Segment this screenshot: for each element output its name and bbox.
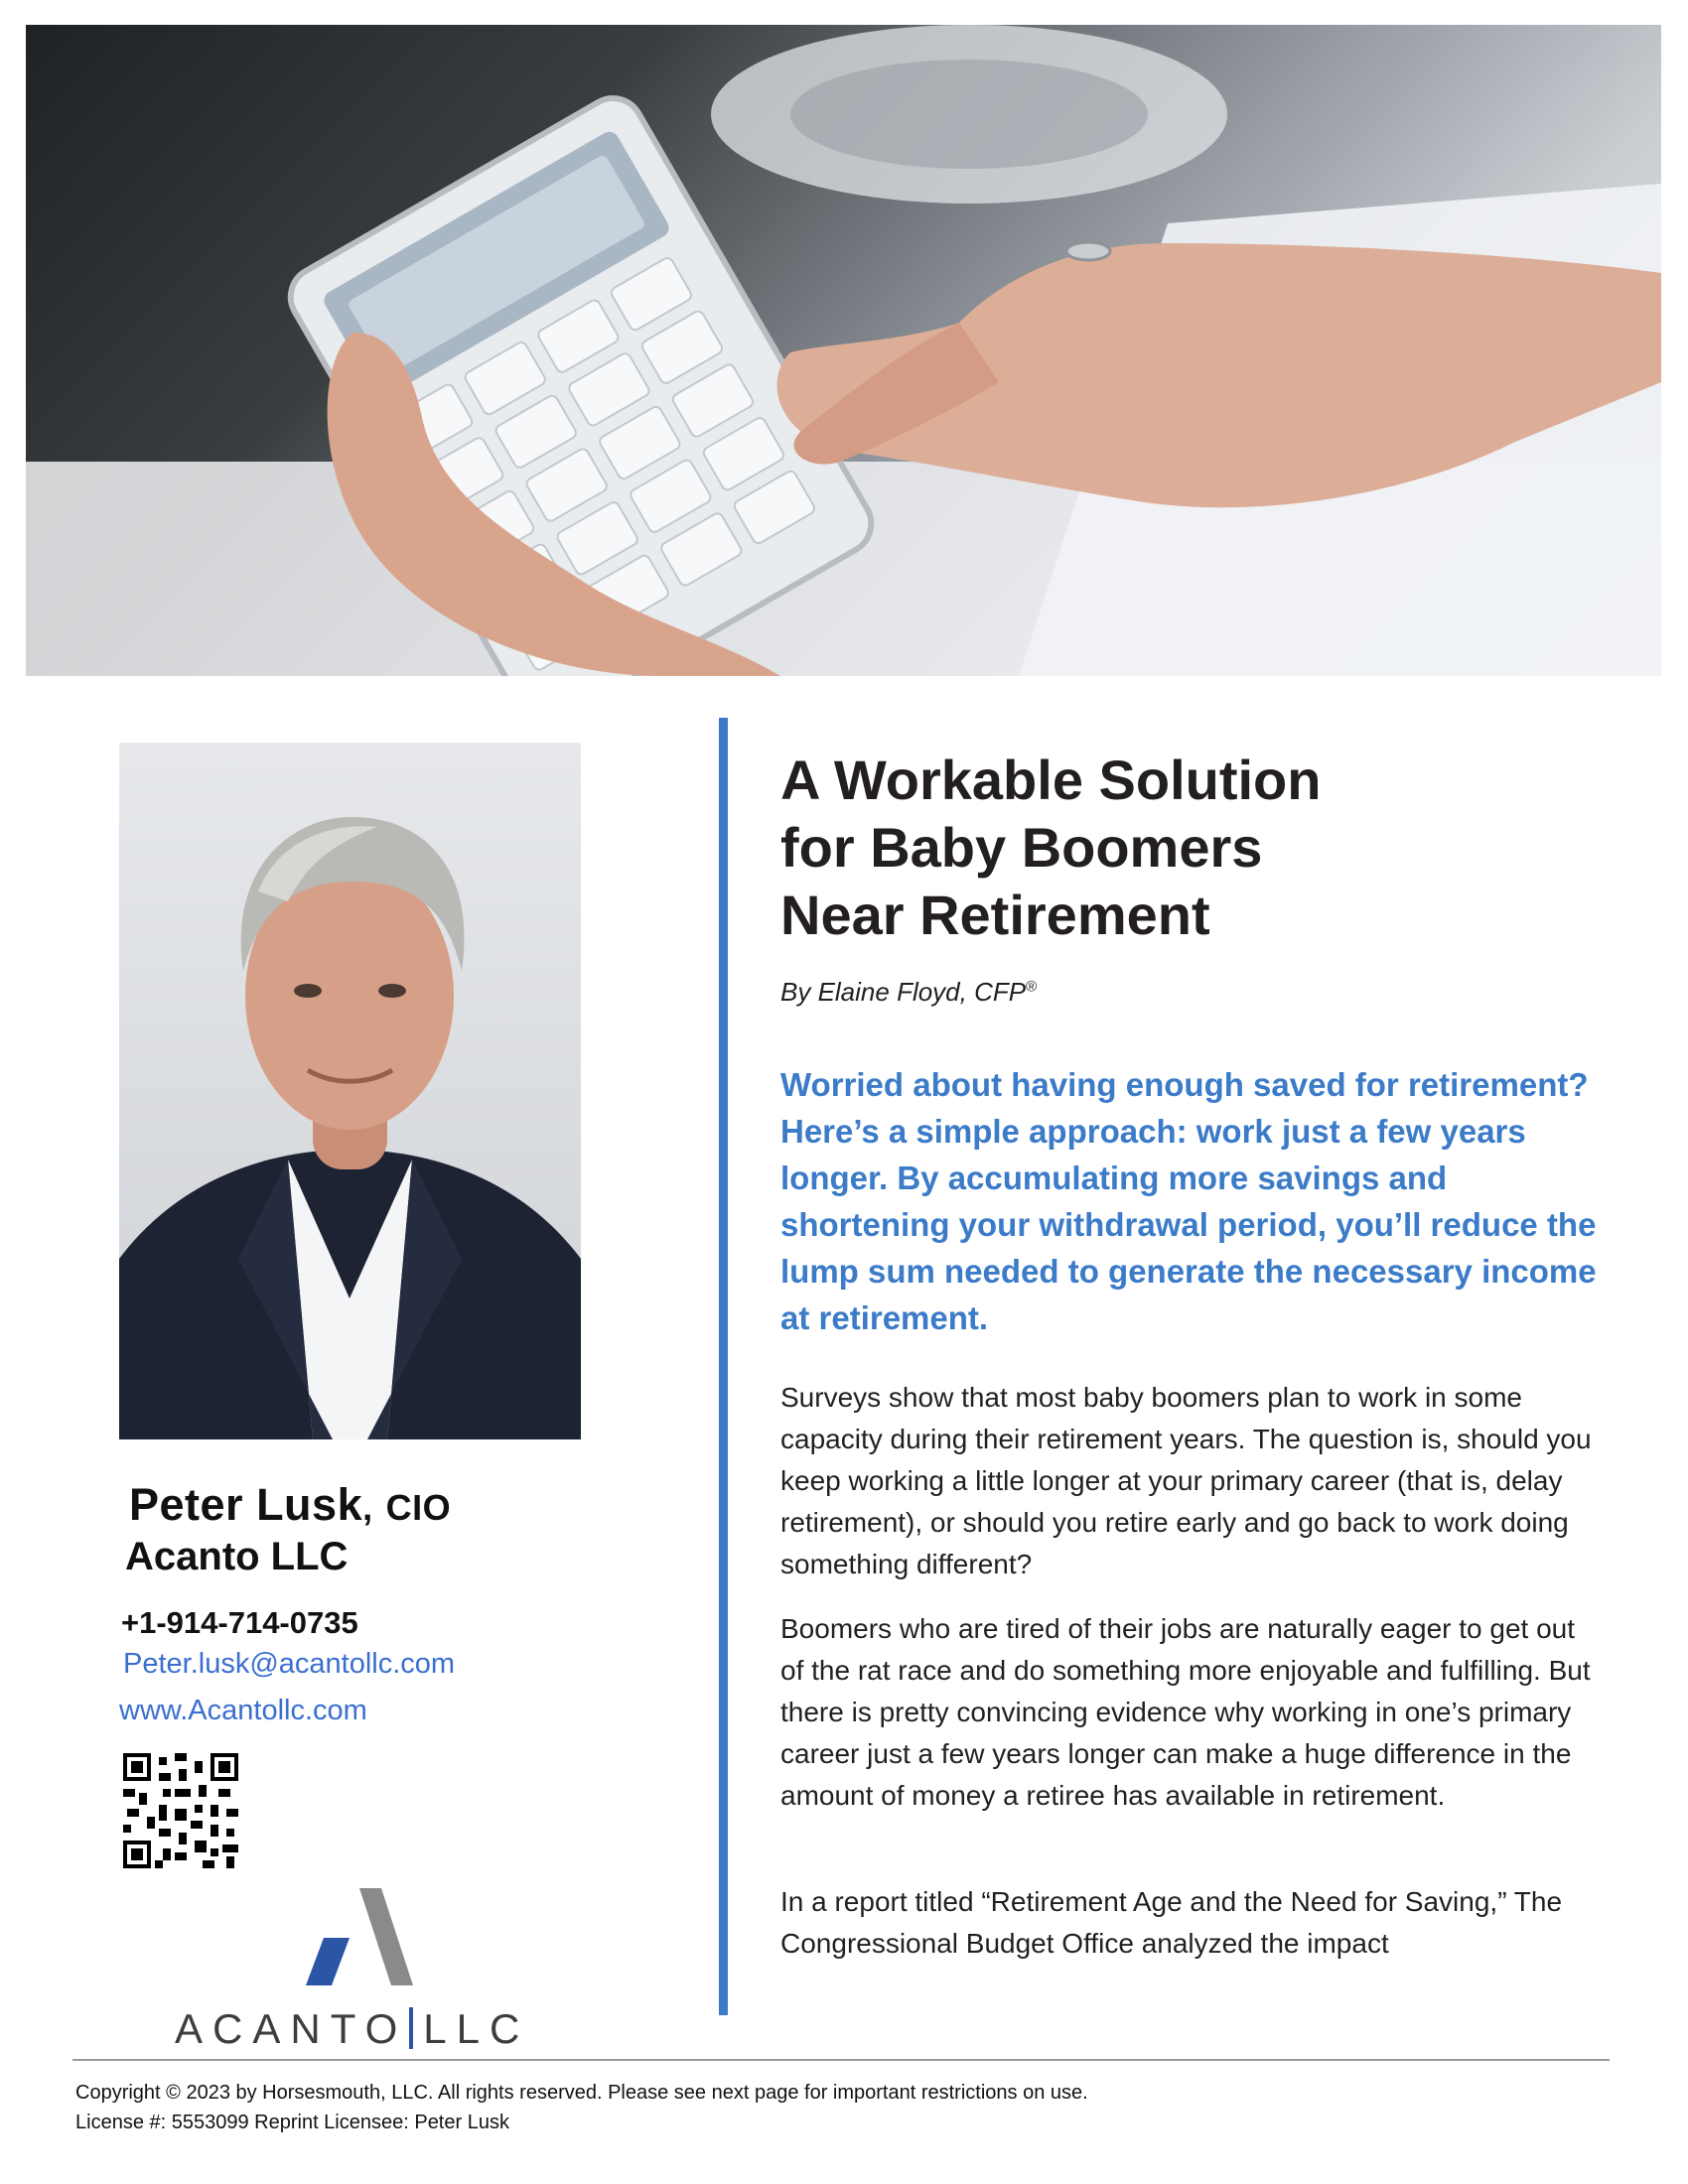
hero-image [26,25,1661,676]
name-separator: , [362,1487,373,1528]
article-paragraph-1: Surveys show that most baby boomers plan to work in some capacity during their retirement years. The question is, should you keep working a little longer at your primary career (that is, delay retirement), or should you retire early and go back to work doing something different? [780,1382,1592,1579]
footer-license: License #: 5553099 Reprint Licensee: Peter Lusk [75,2112,509,2133]
advisor-name-line [129,1479,451,1531]
advisor-phone[interactable]: +1-914-714-0735 [121,1605,358,1640]
byline-text: By Elaine Floyd, CFP [780,977,1027,1007]
title-line-3: Near Retirement [780,884,1210,946]
footer-rule [72,2059,1610,2061]
article-byline [780,977,1037,1008]
advisor-website-link[interactable]: www.Acantollc.com [119,1695,367,1726]
logo-right-text: LLC [423,2005,530,2052]
calculator-hands-illustration [26,25,1661,676]
acanto-logo-wordmark [175,2005,529,2053]
advisor-name: Peter Lusk [129,1479,363,1530]
advisor-portrait [119,743,581,1439]
article-paragraph-3: In a report titled “Retirement Age and the Need for Saving,” The Congressional Budget Office analyzed the impact [780,1886,1563,1959]
article-title [780,747,1476,949]
accent-divider [719,718,728,2015]
footer-copyright: Copyright © 2023 by Horsesmouth, LLC. All rights reserved. Please see next page for important restrictions on use. [75,2082,1088,2104]
advisor-email-link[interactable]: Peter.lusk@acantollc.com [123,1648,456,1680]
advisor-title: CIO [385,1487,452,1528]
advisor-company: Acanto LLC [125,1535,349,1578]
logo-divider [409,2007,413,2049]
registered-mark: ® [1026,978,1038,996]
logo-left-text: ACANTO [175,2005,408,2052]
acanto-logo-icon [302,1888,413,1985]
person-silhouette-icon [119,743,581,1439]
qr-code-icon[interactable] [123,1753,238,1868]
article-lede: Worried about having enough saved for retirement? Here’s a simple approach: work just a few years longer. By accumulating more savings and shortening your withdrawal period, you’ll reduce the lump sum needed to generate the necessary income at retirement. [780,1066,1597,1336]
title-line-1: A Workable Solution [780,749,1322,811]
article-paragraph-2: Boomers who are tired of their jobs are naturally eager to get out of the rat race and do something more enjoyable and fulfilling. But there is pretty convincing evidence why working in one’s primary career just a few years longer can make a huge difference in the amount of money a retiree has available in retirement. [780,1613,1591,1811]
title-line-2: for Baby Boomers [780,816,1263,879]
